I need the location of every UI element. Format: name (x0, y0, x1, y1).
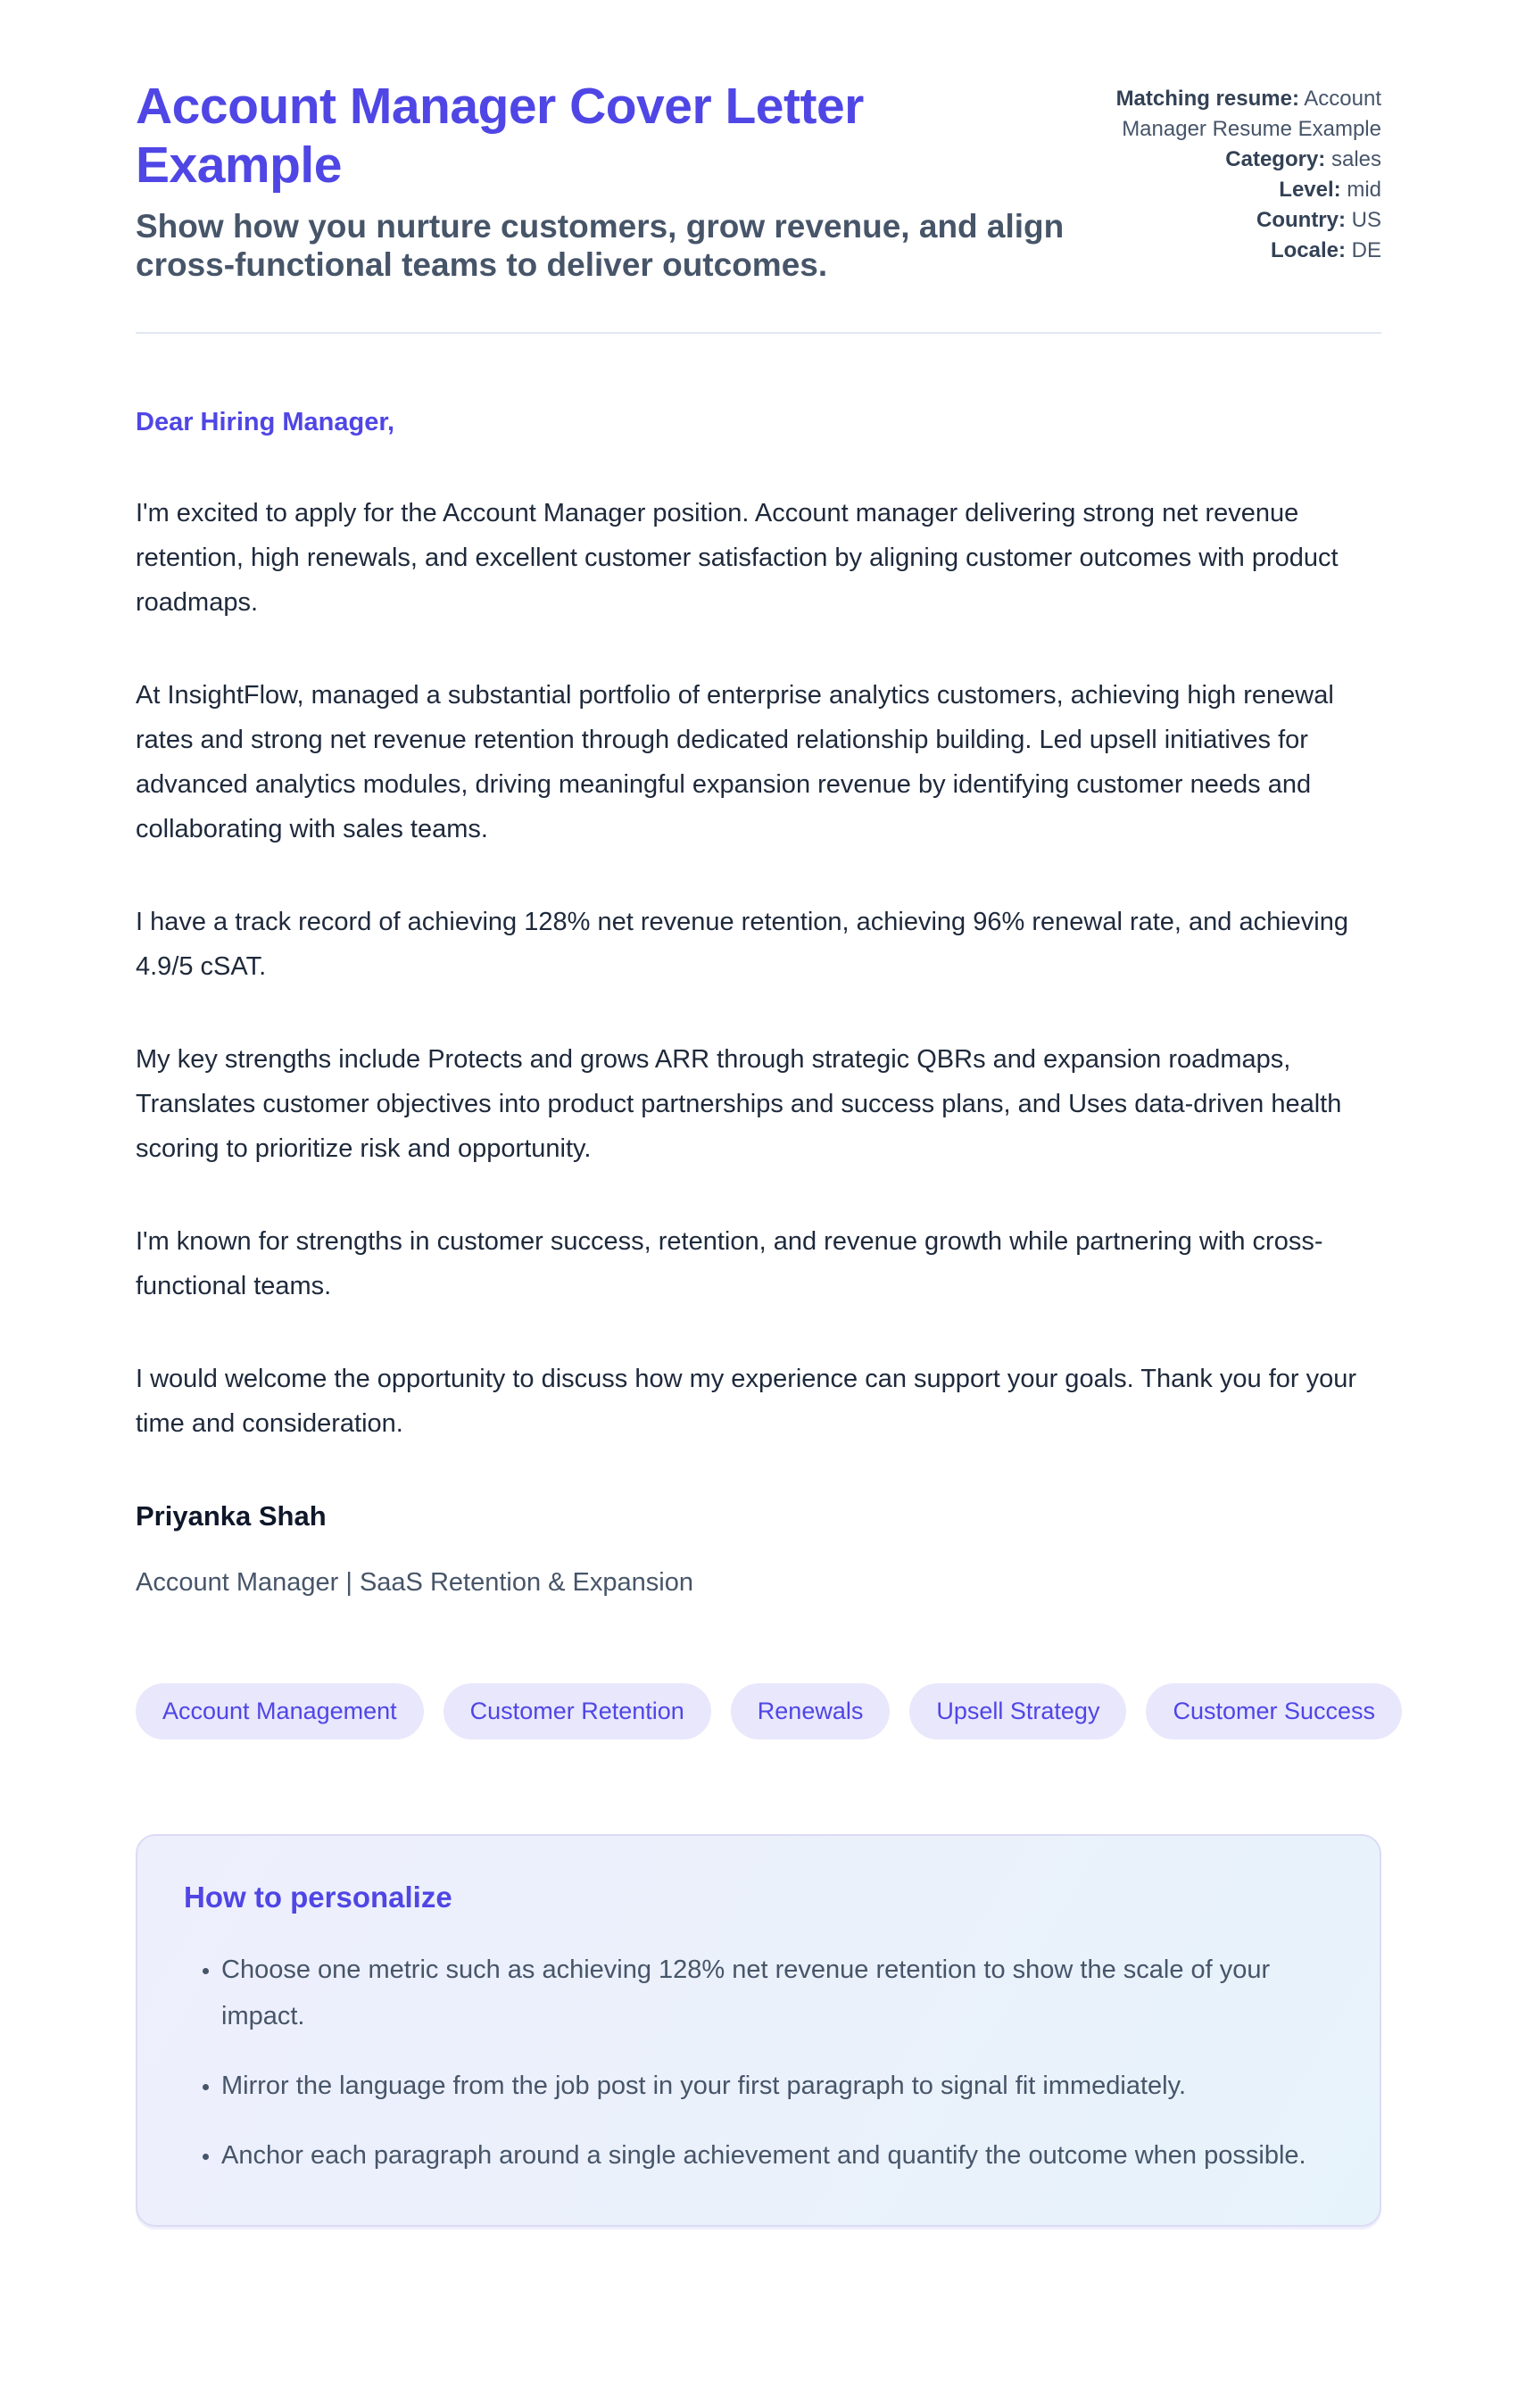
page-subtitle: Show how you nurture customers, grow revenue, and align cross-functional teams to deliver outcomes. (136, 208, 1065, 283)
meta-matching-resume-label: Matching resume: (1115, 87, 1299, 111)
meta-category-label: Category: (1225, 147, 1326, 171)
meta-country-value: US (1351, 208, 1381, 232)
tag-renewals[interactable]: Renewals (731, 1683, 891, 1740)
meta-category (1087, 145, 1381, 175)
meta-locale (1087, 236, 1381, 266)
meta-matching-resume (1087, 84, 1381, 145)
tag-upsell-strategy[interactable]: Upsell Strategy (909, 1683, 1126, 1740)
header (136, 77, 1381, 284)
tag-customer-success[interactable]: Customer Success (1146, 1683, 1402, 1740)
meta-category-value: sales (1330, 147, 1381, 171)
letter-paragraph: At InsightFlow, managed a substantial portfolio of enterprise analytics customers, achieving high renewal rates and strong net revenue retention through dedicated relationship building. Led upsell initiatives for advanced analytics modules, driving meaningful expansion revenue by identifying customer needs and collaborating with sales teams. (136, 681, 1334, 843)
title-block (136, 77, 1068, 284)
signature-role: Account Manager | SaaS Retention & Expansion (136, 1568, 693, 1597)
letter-paragraph: I'm known for strengths in customer success, retention, and revenue growth while partnering with cross-functional teams. (136, 1227, 1323, 1300)
meta-level (1087, 175, 1381, 205)
meta-block (1087, 77, 1381, 266)
meta-locale-label: Locale: (1270, 238, 1346, 262)
signature-block (136, 1494, 1381, 1605)
tag-account-management[interactable]: Account Management (136, 1683, 424, 1740)
letter-paragraph: My key strengths include Protects and grows ARR through strategic QBRs and expansion roadmaps, Translates customer objectives into product partnerships and success plans, and Uses data-driven health scoring to prioritize risk and opportunity. (136, 1045, 1342, 1163)
personalize-tip: • Anchor each paragraph around a single achievement and quantify the outcome when possible. (221, 2132, 1333, 2179)
tag-list (136, 1683, 1381, 1740)
meta-matching-resume-value: Account Manager Resume Example (1122, 87, 1381, 141)
personalize-tip-list (184, 1947, 1333, 2179)
meta-country-label: Country: (1256, 208, 1346, 232)
letter-paragraph: I'm excited to apply for the Account Manager position. Account manager delivering strong net revenue retention, high renewals, and excellent customer satisfaction by aligning customer outcomes with product roadmaps. (136, 499, 1339, 617)
salutation: Dear Hiring Manager, (136, 408, 395, 436)
tag-customer-retention[interactable]: Customer Retention (443, 1683, 711, 1740)
header-divider (136, 332, 1381, 334)
signature-name: Priyanka Shah (136, 1500, 327, 1532)
cover-letter-body (136, 400, 1381, 1605)
letter-paragraph: I have a track record of achieving 128% net revenue retention, achieving 96% renewal rate, and achieving 4.9/5 cSAT. (136, 908, 1349, 981)
page-container (136, 0, 1381, 2227)
meta-level-label: Level: (1279, 178, 1341, 202)
personalize-tip: • Mirror the language from the job post in your first paragraph to signal fit immediately. (221, 2063, 1333, 2109)
personalize-box (136, 1834, 1381, 2227)
page-title: Account Manager Cover Letter Example (136, 78, 864, 194)
meta-locale-value: DE (1351, 238, 1381, 262)
meta-level-value: mid (1347, 178, 1381, 202)
personalize-tip: • Choose one metric such as achieving 128% net revenue retention to show the scale of your impact. (221, 1947, 1333, 2039)
personalize-title: How to personalize (184, 1881, 452, 1914)
letter-paragraph: I would welcome the opportunity to discuss how my experience can support your goals. Thank you for your time and consideration. (136, 1365, 1357, 1438)
meta-country (1087, 205, 1381, 236)
